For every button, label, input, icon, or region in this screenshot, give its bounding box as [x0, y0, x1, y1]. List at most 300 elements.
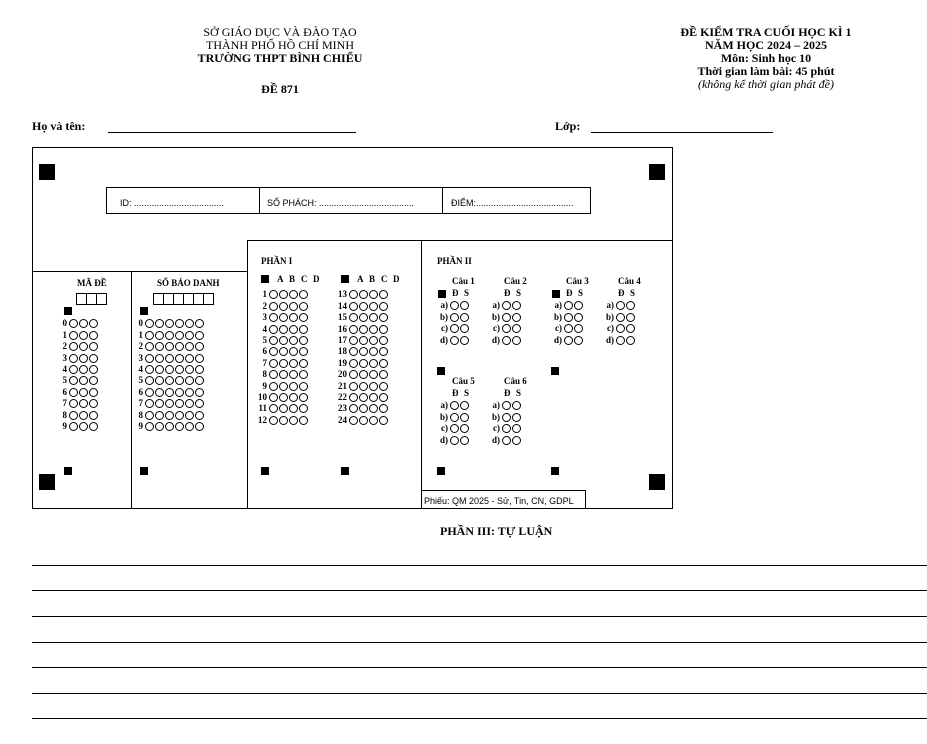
- answer-bubble[interactable]: [502, 413, 511, 422]
- bubble-row: [256, 289, 309, 300]
- answer-bubble[interactable]: [185, 365, 194, 374]
- answer-bubble[interactable]: [79, 319, 88, 328]
- answer-bubble[interactable]: [185, 422, 194, 431]
- answer-bubble[interactable]: [359, 325, 368, 334]
- answer-line[interactable]: [32, 667, 927, 668]
- timing-marker: [140, 307, 148, 315]
- answer-bubble[interactable]: [279, 359, 288, 368]
- answer-bubble[interactable]: [279, 313, 288, 322]
- answer-bubble[interactable]: [89, 365, 98, 374]
- answer-bubble[interactable]: [349, 325, 358, 334]
- id-field[interactable]: ID: ....................................: [120, 198, 225, 208]
- answer-bubble[interactable]: [195, 422, 204, 431]
- answer-bubble[interactable]: [349, 347, 358, 356]
- row-label: a): [606, 300, 614, 311]
- answer-bubble[interactable]: [69, 319, 78, 328]
- answer-bubble[interactable]: [512, 424, 521, 433]
- answer-bubble[interactable]: [349, 302, 358, 311]
- answer-bubble[interactable]: [155, 342, 164, 351]
- answer-bubble[interactable]: [79, 388, 88, 397]
- answer-bubble[interactable]: [195, 354, 204, 363]
- answer-bubble[interactable]: [299, 347, 308, 356]
- bubble-row: [436, 334, 470, 345]
- answer-bubble[interactable]: [299, 313, 308, 322]
- cau-label: Câu 6: [504, 376, 527, 386]
- answer-bubble[interactable]: [450, 313, 459, 322]
- answer-bubble[interactable]: [89, 376, 98, 385]
- answer-bubble[interactable]: [460, 413, 469, 422]
- answer-bubble[interactable]: [349, 290, 358, 299]
- answer-bubble[interactable]: [574, 301, 583, 310]
- answer-bubble[interactable]: [512, 336, 521, 345]
- answer-bubble[interactable]: [155, 422, 164, 431]
- answer-bubble[interactable]: [450, 401, 459, 410]
- answer-bubble[interactable]: [369, 290, 378, 299]
- answer-bubble[interactable]: [195, 376, 204, 385]
- answer-bubble[interactable]: [299, 393, 308, 402]
- answer-bubble[interactable]: [195, 388, 204, 397]
- answer-bubble[interactable]: [165, 319, 174, 328]
- answer-bubble[interactable]: [195, 399, 204, 408]
- answer-bubble[interactable]: [269, 347, 278, 356]
- answer-bubble[interactable]: [69, 411, 78, 420]
- answer-bubble[interactable]: [626, 324, 635, 333]
- answer-line[interactable]: [32, 565, 927, 566]
- answer-bubble[interactable]: [359, 393, 368, 402]
- answer-bubble[interactable]: [369, 393, 378, 402]
- answer-bubble[interactable]: [279, 336, 288, 345]
- answer-bubble[interactable]: [349, 393, 358, 402]
- answer-bubble[interactable]: [626, 313, 635, 322]
- answer-bubble[interactable]: [69, 399, 78, 408]
- answer-bubble[interactable]: [379, 393, 388, 402]
- answer-bubble[interactable]: [145, 388, 154, 397]
- answer-bubble[interactable]: [165, 354, 174, 363]
- answer-bubble[interactable]: [349, 359, 358, 368]
- sophach-label: SỐ PHÁCH:: [267, 198, 317, 208]
- answer-bubble[interactable]: [379, 302, 388, 311]
- answer-bubble[interactable]: [89, 411, 98, 420]
- answer-bubble[interactable]: [379, 347, 388, 356]
- name-field[interactable]: [108, 132, 356, 133]
- answer-bubble[interactable]: [289, 382, 298, 391]
- row-label: c): [493, 423, 500, 434]
- timing-marker: [341, 275, 349, 283]
- answer-bubble[interactable]: [175, 376, 184, 385]
- answer-bubble[interactable]: [279, 290, 288, 299]
- answer-bubble[interactable]: [279, 393, 288, 402]
- answer-bubble[interactable]: [299, 325, 308, 334]
- answer-bubble[interactable]: [299, 382, 308, 391]
- answer-bubble[interactable]: [69, 376, 78, 385]
- answer-bubble[interactable]: [460, 324, 469, 333]
- timing-marker: [551, 467, 559, 475]
- answer-bubble[interactable]: [175, 411, 184, 420]
- answer-bubble[interactable]: [145, 422, 154, 431]
- answer-bubble[interactable]: [175, 342, 184, 351]
- answer-bubble[interactable]: [175, 399, 184, 408]
- answer-bubble[interactable]: [359, 382, 368, 391]
- answer-bubble[interactable]: [369, 382, 378, 391]
- answer-bubble[interactable]: [195, 319, 204, 328]
- row-label: d): [439, 434, 448, 445]
- answer-bubble[interactable]: [279, 416, 288, 425]
- answer-bubble[interactable]: [512, 313, 521, 322]
- answer-bubble[interactable]: [564, 313, 573, 322]
- made-boxes[interactable]: [77, 293, 107, 305]
- answer-bubble[interactable]: [79, 411, 88, 420]
- divider: [131, 271, 132, 509]
- answer-line[interactable]: [32, 642, 927, 643]
- answer-bubble[interactable]: [79, 331, 88, 340]
- answer-bubble[interactable]: [359, 347, 368, 356]
- answer-bubble[interactable]: [185, 388, 194, 397]
- answer-bubble[interactable]: [165, 399, 174, 408]
- answer-bubble[interactable]: [145, 331, 154, 340]
- answer-bubble[interactable]: [289, 313, 298, 322]
- answer-bubble[interactable]: [299, 416, 308, 425]
- answer-bubble[interactable]: [279, 302, 288, 311]
- answer-bubble[interactable]: [349, 404, 358, 413]
- row-label: b): [605, 311, 614, 322]
- answer-bubble[interactable]: [460, 401, 469, 410]
- answer-bubble[interactable]: [460, 301, 469, 310]
- answer-bubble[interactable]: [574, 336, 583, 345]
- answer-line[interactable]: [32, 590, 927, 591]
- answer-bubble[interactable]: [89, 399, 98, 408]
- answer-bubble[interactable]: [369, 359, 378, 368]
- answer-bubble[interactable]: [145, 319, 154, 328]
- answer-bubble[interactable]: [155, 411, 164, 420]
- answer-bubble[interactable]: [269, 382, 278, 391]
- answer-bubble[interactable]: [564, 301, 573, 310]
- answer-bubble[interactable]: [512, 324, 521, 333]
- answer-bubble[interactable]: [289, 290, 298, 299]
- answer-bubble[interactable]: [279, 370, 288, 379]
- answer-bubble[interactable]: [269, 336, 278, 345]
- answer-bubble[interactable]: [195, 365, 204, 374]
- answer-bubble[interactable]: [289, 359, 298, 368]
- answer-bubble[interactable]: [369, 347, 378, 356]
- row-label: d): [491, 434, 500, 445]
- answer-bubble[interactable]: [512, 413, 521, 422]
- answer-bubble[interactable]: [626, 336, 635, 345]
- bubble-row: [256, 335, 309, 346]
- answer-bubble[interactable]: [359, 302, 368, 311]
- answer-bubble[interactable]: [359, 313, 368, 322]
- answer-bubble[interactable]: [185, 399, 194, 408]
- answer-bubble[interactable]: [269, 313, 278, 322]
- answer-bubble[interactable]: [165, 411, 174, 420]
- answer-bubble[interactable]: [269, 393, 278, 402]
- answer-bubble[interactable]: [379, 290, 388, 299]
- answer-bubble[interactable]: [359, 336, 368, 345]
- answer-bubble[interactable]: [379, 359, 388, 368]
- bubble-row: [136, 409, 205, 420]
- answer-bubble[interactable]: [369, 302, 378, 311]
- row-label: 5: [262, 335, 267, 346]
- answer-bubble[interactable]: [155, 388, 164, 397]
- answer-bubble[interactable]: [512, 301, 521, 310]
- answer-bubble[interactable]: [574, 313, 583, 322]
- answer-bubble[interactable]: [289, 336, 298, 345]
- row-label: 7: [262, 357, 267, 368]
- answer-bubble[interactable]: [89, 342, 98, 351]
- answer-bubble[interactable]: [450, 336, 459, 345]
- answer-line[interactable]: [32, 718, 927, 719]
- bubble-row: [488, 334, 522, 345]
- answer-bubble[interactable]: [359, 404, 368, 413]
- answer-bubble[interactable]: [299, 302, 308, 311]
- answer-bubble[interactable]: [279, 347, 288, 356]
- bubble-row: [488, 300, 522, 311]
- answer-bubble[interactable]: [69, 354, 78, 363]
- answer-bubble[interactable]: [359, 416, 368, 425]
- answer-bubble[interactable]: [359, 359, 368, 368]
- answer-bubble[interactable]: [185, 376, 194, 385]
- row-label: 5: [62, 375, 67, 386]
- row-label: 6: [262, 346, 267, 357]
- answer-bubble[interactable]: [145, 376, 154, 385]
- answer-bubble[interactable]: [369, 416, 378, 425]
- answer-line[interactable]: [32, 616, 927, 617]
- city-name: THÀNH PHỐ HỒ CHÍ MINH: [206, 38, 354, 52]
- answer-bubble[interactable]: [369, 336, 378, 345]
- answer-bubble[interactable]: [616, 324, 625, 333]
- answer-bubble[interactable]: [512, 436, 521, 445]
- answer-bubble[interactable]: [155, 399, 164, 408]
- answer-bubble[interactable]: [616, 313, 625, 322]
- answer-bubble[interactable]: [616, 336, 625, 345]
- answer-bubble[interactable]: [289, 393, 298, 402]
- answer-bubble[interactable]: [450, 436, 459, 445]
- answer-bubble[interactable]: [450, 324, 459, 333]
- answer-bubble[interactable]: [379, 325, 388, 334]
- answer-bubble[interactable]: [349, 313, 358, 322]
- answer-bubble[interactable]: [359, 370, 368, 379]
- answer-bubble[interactable]: [69, 388, 78, 397]
- answer-bubble[interactable]: [349, 382, 358, 391]
- row-label: 1: [262, 289, 267, 300]
- answer-bubble[interactable]: [175, 365, 184, 374]
- answer-bubble[interactable]: [269, 290, 278, 299]
- row-label: c): [555, 323, 562, 334]
- answer-bubble[interactable]: [299, 370, 308, 379]
- answer-bubble[interactable]: [379, 336, 388, 345]
- sbd-boxes[interactable]: [154, 293, 214, 305]
- answer-bubble[interactable]: [175, 331, 184, 340]
- answer-line[interactable]: [32, 693, 927, 694]
- answer-bubble[interactable]: [165, 388, 174, 397]
- answer-bubble[interactable]: [502, 401, 511, 410]
- ds-header: Đ S: [566, 288, 584, 298]
- answer-bubble[interactable]: [626, 301, 635, 310]
- answer-bubble[interactable]: [89, 319, 98, 328]
- answer-bubble[interactable]: [289, 404, 298, 413]
- answer-bubble[interactable]: [165, 376, 174, 385]
- answer-bubble[interactable]: [69, 331, 78, 340]
- answer-bubble[interactable]: [502, 313, 511, 322]
- answer-bubble[interactable]: [289, 325, 298, 334]
- answer-bubble[interactable]: [299, 404, 308, 413]
- answer-bubble[interactable]: [564, 336, 573, 345]
- answer-bubble[interactable]: [369, 370, 378, 379]
- answer-bubble[interactable]: [145, 365, 154, 374]
- answer-bubble[interactable]: [195, 331, 204, 340]
- answer-bubble[interactable]: [165, 422, 174, 431]
- answer-bubble[interactable]: [145, 411, 154, 420]
- answer-bubble[interactable]: [379, 404, 388, 413]
- answer-bubble[interactable]: [145, 354, 154, 363]
- answer-bubble[interactable]: [349, 336, 358, 345]
- answer-bubble[interactable]: [299, 336, 308, 345]
- answer-bubble[interactable]: [359, 290, 368, 299]
- timing-marker: [261, 275, 269, 283]
- answer-bubble[interactable]: [175, 319, 184, 328]
- answer-bubble[interactable]: [79, 365, 88, 374]
- answer-bubble[interactable]: [502, 424, 511, 433]
- bubble-row: [60, 318, 99, 329]
- row-label: 18: [338, 346, 347, 357]
- answer-bubble[interactable]: [564, 324, 573, 333]
- answer-bubble[interactable]: [269, 359, 278, 368]
- answer-bubble[interactable]: [289, 416, 298, 425]
- answer-bubble[interactable]: [175, 354, 184, 363]
- bubble-row: [136, 375, 205, 386]
- answer-bubble[interactable]: [79, 342, 88, 351]
- answer-bubble[interactable]: [450, 301, 459, 310]
- answer-bubble[interactable]: [165, 331, 174, 340]
- answer-bubble[interactable]: [269, 302, 278, 311]
- answer-bubble[interactable]: [289, 370, 298, 379]
- answer-bubble[interactable]: [460, 313, 469, 322]
- answer-bubble[interactable]: [450, 413, 459, 422]
- answer-bubble[interactable]: [89, 354, 98, 363]
- answer-bubble[interactable]: [574, 324, 583, 333]
- answer-bubble[interactable]: [450, 424, 459, 433]
- bubble-row: [256, 380, 309, 391]
- answer-bubble[interactable]: [279, 404, 288, 413]
- answer-bubble[interactable]: [79, 399, 88, 408]
- answer-bubble[interactable]: [379, 416, 388, 425]
- row-label: 12: [258, 414, 267, 425]
- row-label: b): [491, 411, 500, 422]
- answer-bubble[interactable]: [185, 342, 194, 351]
- answer-bubble[interactable]: [279, 382, 288, 391]
- answer-bubble[interactable]: [79, 376, 88, 385]
- diem-label: ĐIỂM:: [451, 198, 477, 208]
- answer-bubble[interactable]: [279, 325, 288, 334]
- sophach-field[interactable]: SỐ PHÁCH: ......................................: [267, 198, 415, 208]
- answer-bubble[interactable]: [175, 388, 184, 397]
- answer-bubble[interactable]: [289, 347, 298, 356]
- answer-bubble[interactable]: [269, 404, 278, 413]
- answer-bubble[interactable]: [299, 290, 308, 299]
- answer-bubble[interactable]: [79, 422, 88, 431]
- answer-bubble[interactable]: [145, 342, 154, 351]
- answer-bubble[interactable]: [502, 324, 511, 333]
- answer-bubble[interactable]: [349, 370, 358, 379]
- answer-bubble[interactable]: [379, 382, 388, 391]
- answer-bubble[interactable]: [145, 399, 154, 408]
- answer-bubble[interactable]: [175, 422, 184, 431]
- answer-bubble[interactable]: [155, 319, 164, 328]
- row-label: 0: [138, 318, 143, 329]
- answer-bubble[interactable]: [185, 354, 194, 363]
- class-field[interactable]: [591, 132, 773, 133]
- row-label: 15: [338, 312, 347, 323]
- answer-bubble[interactable]: [369, 325, 378, 334]
- answer-bubble[interactable]: [269, 325, 278, 334]
- answer-bubble[interactable]: [165, 342, 174, 351]
- answer-bubble[interactable]: [379, 313, 388, 322]
- row-label: b): [491, 311, 500, 322]
- cau-label: Câu 2: [504, 276, 527, 286]
- bubble-row: [256, 392, 309, 403]
- answer-bubble[interactable]: [89, 331, 98, 340]
- answer-bubble[interactable]: [502, 336, 511, 345]
- bubble-row: [550, 311, 584, 322]
- timing-marker: [437, 367, 445, 375]
- answer-bubble[interactable]: [69, 422, 78, 431]
- answer-bubble[interactable]: [69, 365, 78, 374]
- exam-code: ĐỀ 871: [261, 82, 299, 96]
- answer-bubble[interactable]: [379, 370, 388, 379]
- answer-bubble[interactable]: [185, 331, 194, 340]
- answer-bubble[interactable]: [460, 336, 469, 345]
- answer-bubble[interactable]: [89, 422, 98, 431]
- row-label: a): [554, 300, 562, 311]
- answer-bubble[interactable]: [69, 342, 78, 351]
- answer-bubble[interactable]: [502, 301, 511, 310]
- row-label: 9: [138, 421, 143, 432]
- answer-bubble[interactable]: [512, 401, 521, 410]
- answer-bubble[interactable]: [155, 365, 164, 374]
- answer-bubble[interactable]: [195, 342, 204, 351]
- answer-bubble[interactable]: [89, 388, 98, 397]
- answer-bubble[interactable]: [460, 436, 469, 445]
- answer-bubble[interactable]: [289, 302, 298, 311]
- answer-bubble[interactable]: [369, 404, 378, 413]
- school-name: TRƯỜNG THPT BÌNH CHIỂU: [197, 51, 363, 65]
- diem-field[interactable]: ĐIỂM:.......................................: [451, 198, 574, 208]
- answer-bubble[interactable]: [460, 424, 469, 433]
- answer-bubble[interactable]: [369, 313, 378, 322]
- answer-bubble[interactable]: [155, 354, 164, 363]
- answer-bubble[interactable]: [155, 376, 164, 385]
- answer-bubble[interactable]: [79, 354, 88, 363]
- answer-bubble[interactable]: [155, 331, 164, 340]
- row-label: a): [492, 300, 500, 311]
- answer-bubble[interactable]: [269, 370, 278, 379]
- answer-bubble[interactable]: [185, 319, 194, 328]
- row-label: c): [493, 323, 500, 334]
- answer-bubble[interactable]: [165, 365, 174, 374]
- phan2-label: PHẦN II: [437, 256, 472, 266]
- bubble-row: [256, 369, 309, 380]
- answer-bubble[interactable]: [269, 416, 278, 425]
- answer-bubble[interactable]: [299, 359, 308, 368]
- answer-bubble[interactable]: [502, 436, 511, 445]
- bubble-row: [602, 311, 636, 322]
- row-label: 2: [62, 341, 67, 352]
- answer-bubble[interactable]: [195, 411, 204, 420]
- answer-bubble[interactable]: [349, 416, 358, 425]
- answer-bubble[interactable]: [616, 301, 625, 310]
- row-label: 13: [338, 289, 347, 300]
- divider: [32, 271, 247, 272]
- answer-bubble[interactable]: [185, 411, 194, 420]
